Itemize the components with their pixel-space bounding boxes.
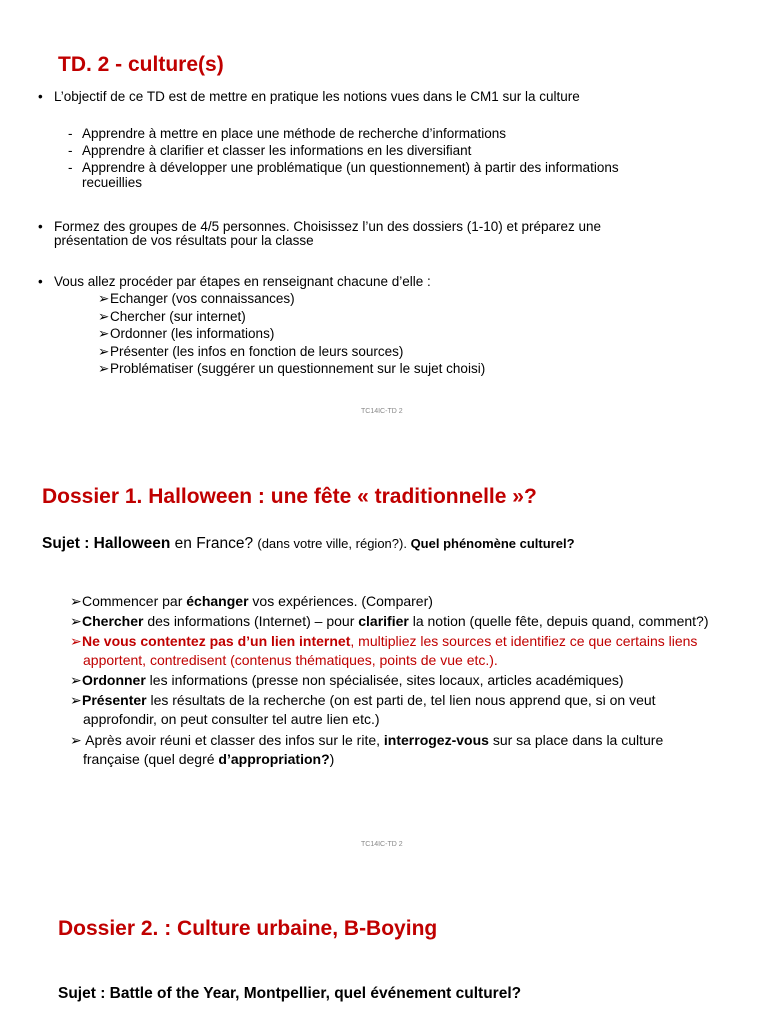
goal-item: - Apprendre à développer une problématique (un questionnement) à partir des informations [68,160,619,175]
arrow-bullet-icon: ➢ [98,291,110,306]
steps-bullet: • Vous allez procéder par étapes en renseignant chacune d’elle : [38,274,431,289]
list-item: ➢ Après avoir réuni et classer des infos sur le rite, interrogez-vous sur sa place dans la culture française (quel degré d’appropriation?) [70,732,664,767]
arrow-bullet-icon: ➢ [70,692,82,708]
slide1-footer: TC14IC-TD 2 [361,408,403,415]
arrow-bullet-icon: ➢ [70,593,82,609]
step-item: ➢Présenter (les infos en fonction de leurs sources) [98,343,404,359]
dash-icon: - [68,126,73,141]
step-item: ➢Chercher (sur internet) [98,308,246,324]
slide2-footer: TC14IC-TD 2 [361,841,403,848]
goal-item-continued: recueillies [82,175,143,190]
arrow-bullet-icon: ➢ [70,672,82,688]
steps-list [98,291,658,379]
bullet-dot: • [38,274,43,289]
goal-item: - Apprendre à clarifier et classer les informations en les diversifiant [68,143,472,158]
dash-icon: - [68,160,73,175]
arrow-bullet-icon: ➢ [98,361,110,376]
objective-text: L’objectif de ce TD est de mettre en pratique les notions vues dans le CM1 sur la culture [54,89,580,104]
step-item: ➢Ordonner (les informations) [98,326,275,341]
arrow-bullet-icon: ➢ [98,343,110,359]
slide1-title: TD. 2 - culture(s) [58,53,224,76]
dash-icon: - [68,143,73,158]
step-item: ➢Echanger (vos connaissances) [98,291,295,306]
arrow-bullet-icon: ➢ [70,613,82,629]
arrow-bullet-icon: ➢ [70,732,82,748]
bullet-dot: • [38,219,43,234]
objective-bullet [38,89,738,104]
arrow-bullet-icon: ➢ [98,308,110,324]
slide3-title: Dossier 2. : Culture urbaine, B-Boying [58,917,438,940]
goal-item: - Apprendre à mettre en place une méthode de recherche d’informations [68,126,507,141]
slide3-sujet: Sujet : Battle of the Year, Montpellier, quel événement culturel? [58,985,522,1002]
step-item: ➢Problématiser (suggérer un questionnement sur le sujet choisi) [98,361,486,376]
bullet-dot: • [38,89,43,104]
list-item: ➢Ordonner les informations (presse non spécialisée, sites locaux, articles académiques) [70,672,624,688]
arrow-bullet-icon: ➢ [70,633,82,649]
slide2-list [70,592,760,771]
list-item: ➢Présenter les résultats de la recherche (on est parti de, tel lien nous apprend que, si on veut approfondir, on peut consulter tel autre lien etc.) [70,692,656,727]
list-item-warning: ➢Ne vous contentez pas d’un lien internet, multipliez les sources et identifiez ce que certains liens apportent, contredisent (contenus thématiques, points de vue etc.). [70,633,698,668]
list-item: ➢Chercher des informations (Internet) – pour clarifier la notion (quelle fête, depuis quand, comment?) [70,613,709,629]
slide2-sujet: Sujet : Halloween en France? (dans votre ville, région?). Quel phénomène culturel? [42,535,575,552]
goals-list [68,126,708,190]
groups-bullet: • Formez des groupes de 4/5 personnes. Choisissez l’un des dossiers (1-10) et préparez une présentation de vos résultats pour la classe [38,219,602,248]
list-item: ➢Commencer par échanger vos expériences. (Comparer) [70,593,433,609]
slide2-title: Dossier 1. Halloween : une fête « traditionnelle »? [42,485,537,508]
arrow-bullet-icon: ➢ [98,326,110,341]
